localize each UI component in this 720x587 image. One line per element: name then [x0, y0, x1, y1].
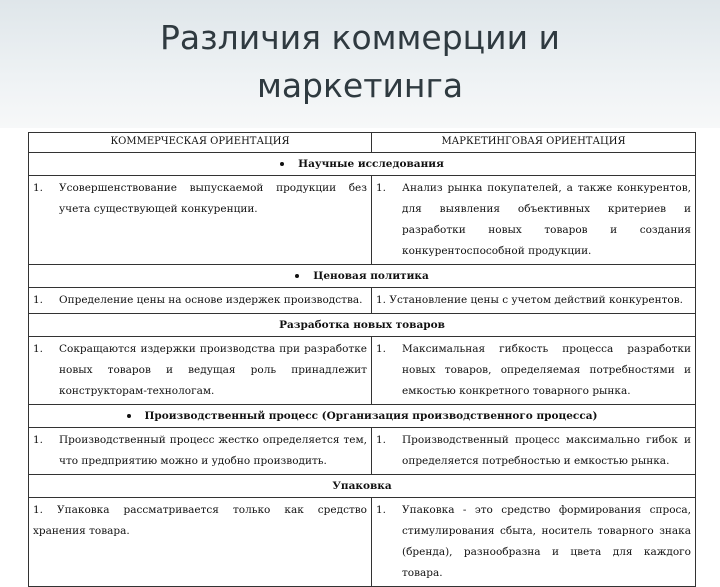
commercial-cell: [29, 428, 372, 475]
cell-item: [376, 500, 691, 584]
item-number: 1.: [33, 434, 44, 446]
section-heading-row: [29, 475, 696, 498]
col-header-marketing: МАРКЕТИНГОВАЯ ОРИЕНТАЦИЯ: [372, 133, 696, 153]
table-row: [29, 428, 696, 475]
item-number: 1.: [33, 343, 44, 355]
item-number: 1.: [376, 343, 387, 355]
section-heading-row: [29, 314, 696, 337]
cell-item: [376, 430, 691, 472]
section-heading-text: Упаковка: [332, 480, 392, 492]
cell-item: [376, 339, 691, 402]
section-heading: [29, 314, 696, 337]
commercial-cell: [29, 288, 372, 314]
item-text: Производственный процесс жестко определяется тем, что предприятию можно и удобно производить.: [59, 434, 367, 467]
cell-item: [33, 178, 367, 220]
commercial-cell: [29, 337, 372, 405]
comparison-table: [28, 132, 696, 587]
bullet-icon: [280, 162, 284, 166]
item-number: 1.: [376, 504, 387, 516]
page-title: Различия коммерции и маркетинга: [160, 18, 560, 105]
commercial-cell: [29, 498, 372, 587]
table-row: [29, 337, 696, 405]
commercial-cell: [29, 176, 372, 265]
item-text: Производственный процесс максимально гибок и определяется потребностью и емкостью рынка.: [402, 434, 691, 467]
marketing-cell: [372, 337, 696, 405]
cell-item: [33, 430, 367, 472]
cell-item: [33, 500, 367, 542]
cell-item: [376, 178, 691, 262]
cell-item: [376, 290, 691, 311]
item-text: Анализ рынка покупателей, а также конкурентов, для выявления объективных критериев и разработки новых товаров и создания конкурентоспособной продукции.: [402, 182, 691, 257]
section-heading: [29, 265, 696, 288]
section-heading: [29, 153, 696, 176]
item-text: Упаковка - это средство формирования спроса, стимулирования сбыта, носитель товарного знака (бренда), разнообразна и цвета для каждого товара.: [402, 504, 691, 579]
bullet-icon: [127, 414, 131, 418]
item-text: Определение цены на основе издержек производства.: [59, 294, 363, 306]
section-heading: [29, 475, 696, 498]
section-heading-text: Научные исследования: [298, 158, 444, 170]
item-text: Усовершенствование выпускаемой продукции без учета существующей конкуренции.: [59, 182, 367, 215]
section-heading: [29, 405, 696, 428]
marketing-cell: [372, 428, 696, 475]
marketing-cell: [372, 288, 696, 314]
table-header-row: [29, 133, 696, 153]
section-heading-row: [29, 405, 696, 428]
item-text: Максимальная гибкость процесса разработки новых товаров, определяемая потребностями и емкостью конкретного товарного рынка.: [402, 343, 691, 397]
section-heading-text: Ценовая политика: [313, 270, 429, 282]
item-number: 1.: [33, 294, 44, 306]
header-band: [0, 0, 720, 128]
section-heading-row: [29, 265, 696, 288]
section-heading-text: Разработка новых товаров: [279, 319, 445, 331]
section-heading-row: [29, 153, 696, 176]
comparison-table-wrap: [28, 132, 696, 587]
table-row: [29, 498, 696, 587]
item-text: 1. Упаковка рассматривается только как средство хранения товара.: [33, 504, 367, 537]
col-header-commercial: КОММЕРЧЕСКАЯ ОРИЕНТАЦИЯ: [29, 133, 372, 153]
item-text: Сокращаются издержки производства при разработке новых товаров и ведущая роль принадлежит конструкторам-технологам.: [59, 343, 367, 397]
item-number: 1.: [376, 182, 387, 194]
cell-item: [33, 290, 367, 311]
item-text: 1. Установление цены с учетом действий конкурентов.: [376, 294, 683, 306]
cell-item: [33, 339, 367, 402]
bullet-icon: [295, 274, 299, 278]
item-number: 1.: [33, 182, 44, 194]
section-heading-text: Производственный процесс (Организация производственного процесса): [144, 410, 598, 422]
marketing-cell: [372, 176, 696, 265]
table-row: [29, 288, 696, 314]
marketing-cell: [372, 498, 696, 587]
item-number: 1.: [376, 434, 387, 446]
table-row: [29, 176, 696, 265]
